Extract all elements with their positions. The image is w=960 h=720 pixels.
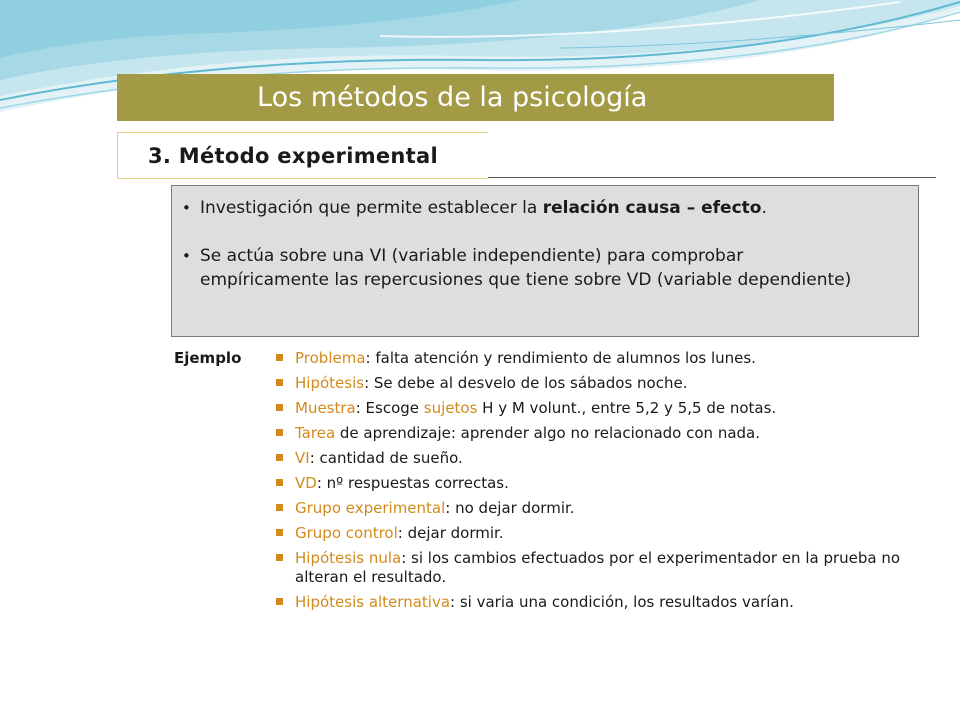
- example-item: [274, 499, 914, 518]
- example-item: [274, 424, 914, 443]
- example-item-term: VI: [295, 449, 310, 467]
- example-item-term: VD: [295, 474, 317, 492]
- example-item-term: Muestra: [295, 399, 356, 417]
- square-bullet-icon: [276, 454, 283, 461]
- heading-rule: [488, 177, 936, 178]
- example-item-term: Tarea: [295, 424, 336, 442]
- bullet-dot: •: [182, 199, 191, 217]
- definition-bullet-2: [182, 244, 872, 292]
- square-bullet-icon: [276, 529, 283, 536]
- definition-box: [171, 185, 919, 337]
- example-item-text: : si los cambios efectuados por el experimentador en la prueba no alteran el resultado.: [295, 549, 901, 586]
- square-bullet-icon: [276, 479, 283, 486]
- example-item-text: : Escoge: [355, 399, 424, 417]
- definition-text-end: .: [761, 198, 767, 218]
- example-item: [274, 474, 914, 493]
- square-bullet-icon: [276, 429, 283, 436]
- example-item: [274, 549, 914, 587]
- square-bullet-icon: [276, 379, 283, 386]
- example-item-term: Grupo experimental: [295, 499, 446, 517]
- square-bullet-icon: [276, 598, 283, 605]
- example-item-text: H y M volunt., entre 5,2 y 5,5 de notas.: [477, 399, 777, 417]
- square-bullet-icon: [276, 354, 283, 361]
- example-item-text: : no dejar dormir.: [445, 499, 575, 517]
- definition-text-start: Investigación que permite establecer la: [200, 198, 543, 218]
- example-item: [274, 449, 914, 468]
- example-item-text: : Se debe al desvelo de los sábados noche.: [364, 374, 688, 392]
- square-bullet-icon: [276, 504, 283, 511]
- section-heading: 3. Método experimental: [117, 132, 488, 179]
- example-item-text: : si varia una condición, los resultados varían.: [450, 593, 794, 611]
- example-item: [274, 524, 914, 543]
- slide-title: Los métodos de la psicología: [117, 74, 834, 121]
- definition-bullet-1: [182, 196, 872, 220]
- example-item-term: Hipótesis alternativa: [295, 593, 451, 611]
- example-item-text: : nº respuestas correctas.: [316, 474, 509, 492]
- example-item: [274, 349, 914, 368]
- definition-text: Se actúa sobre una VI (variable independiente) para comprobar empíricamente las repercusiones que tiene sobre VD (variable dependiente): [200, 246, 852, 290]
- example-item-text: : falta atención y rendimiento de alumnos los lunes.: [365, 349, 756, 367]
- example-item-term: Grupo control: [295, 524, 398, 542]
- example-item: [274, 399, 914, 418]
- example-item-term: Hipótesis nula: [295, 549, 402, 567]
- example-item-text: : cantidad de sueño.: [309, 449, 463, 467]
- example-item: [274, 374, 914, 393]
- example-item-text: : dejar dormir.: [397, 524, 504, 542]
- example-list: [274, 349, 914, 618]
- square-bullet-icon: [276, 404, 283, 411]
- example-item-text: de aprendizaje: aprender algo no relacionado con nada.: [335, 424, 760, 442]
- example-item-term: sujetos: [423, 399, 478, 417]
- example-item-term: Hipótesis: [295, 374, 365, 392]
- bullet-dot: •: [182, 247, 191, 265]
- definition-text-emphasis: relación causa – efecto: [542, 198, 762, 218]
- example-label: Ejemplo: [174, 349, 242, 367]
- example-item: [274, 593, 914, 612]
- example-item-term: Problema: [295, 349, 366, 367]
- square-bullet-icon: [276, 554, 283, 561]
